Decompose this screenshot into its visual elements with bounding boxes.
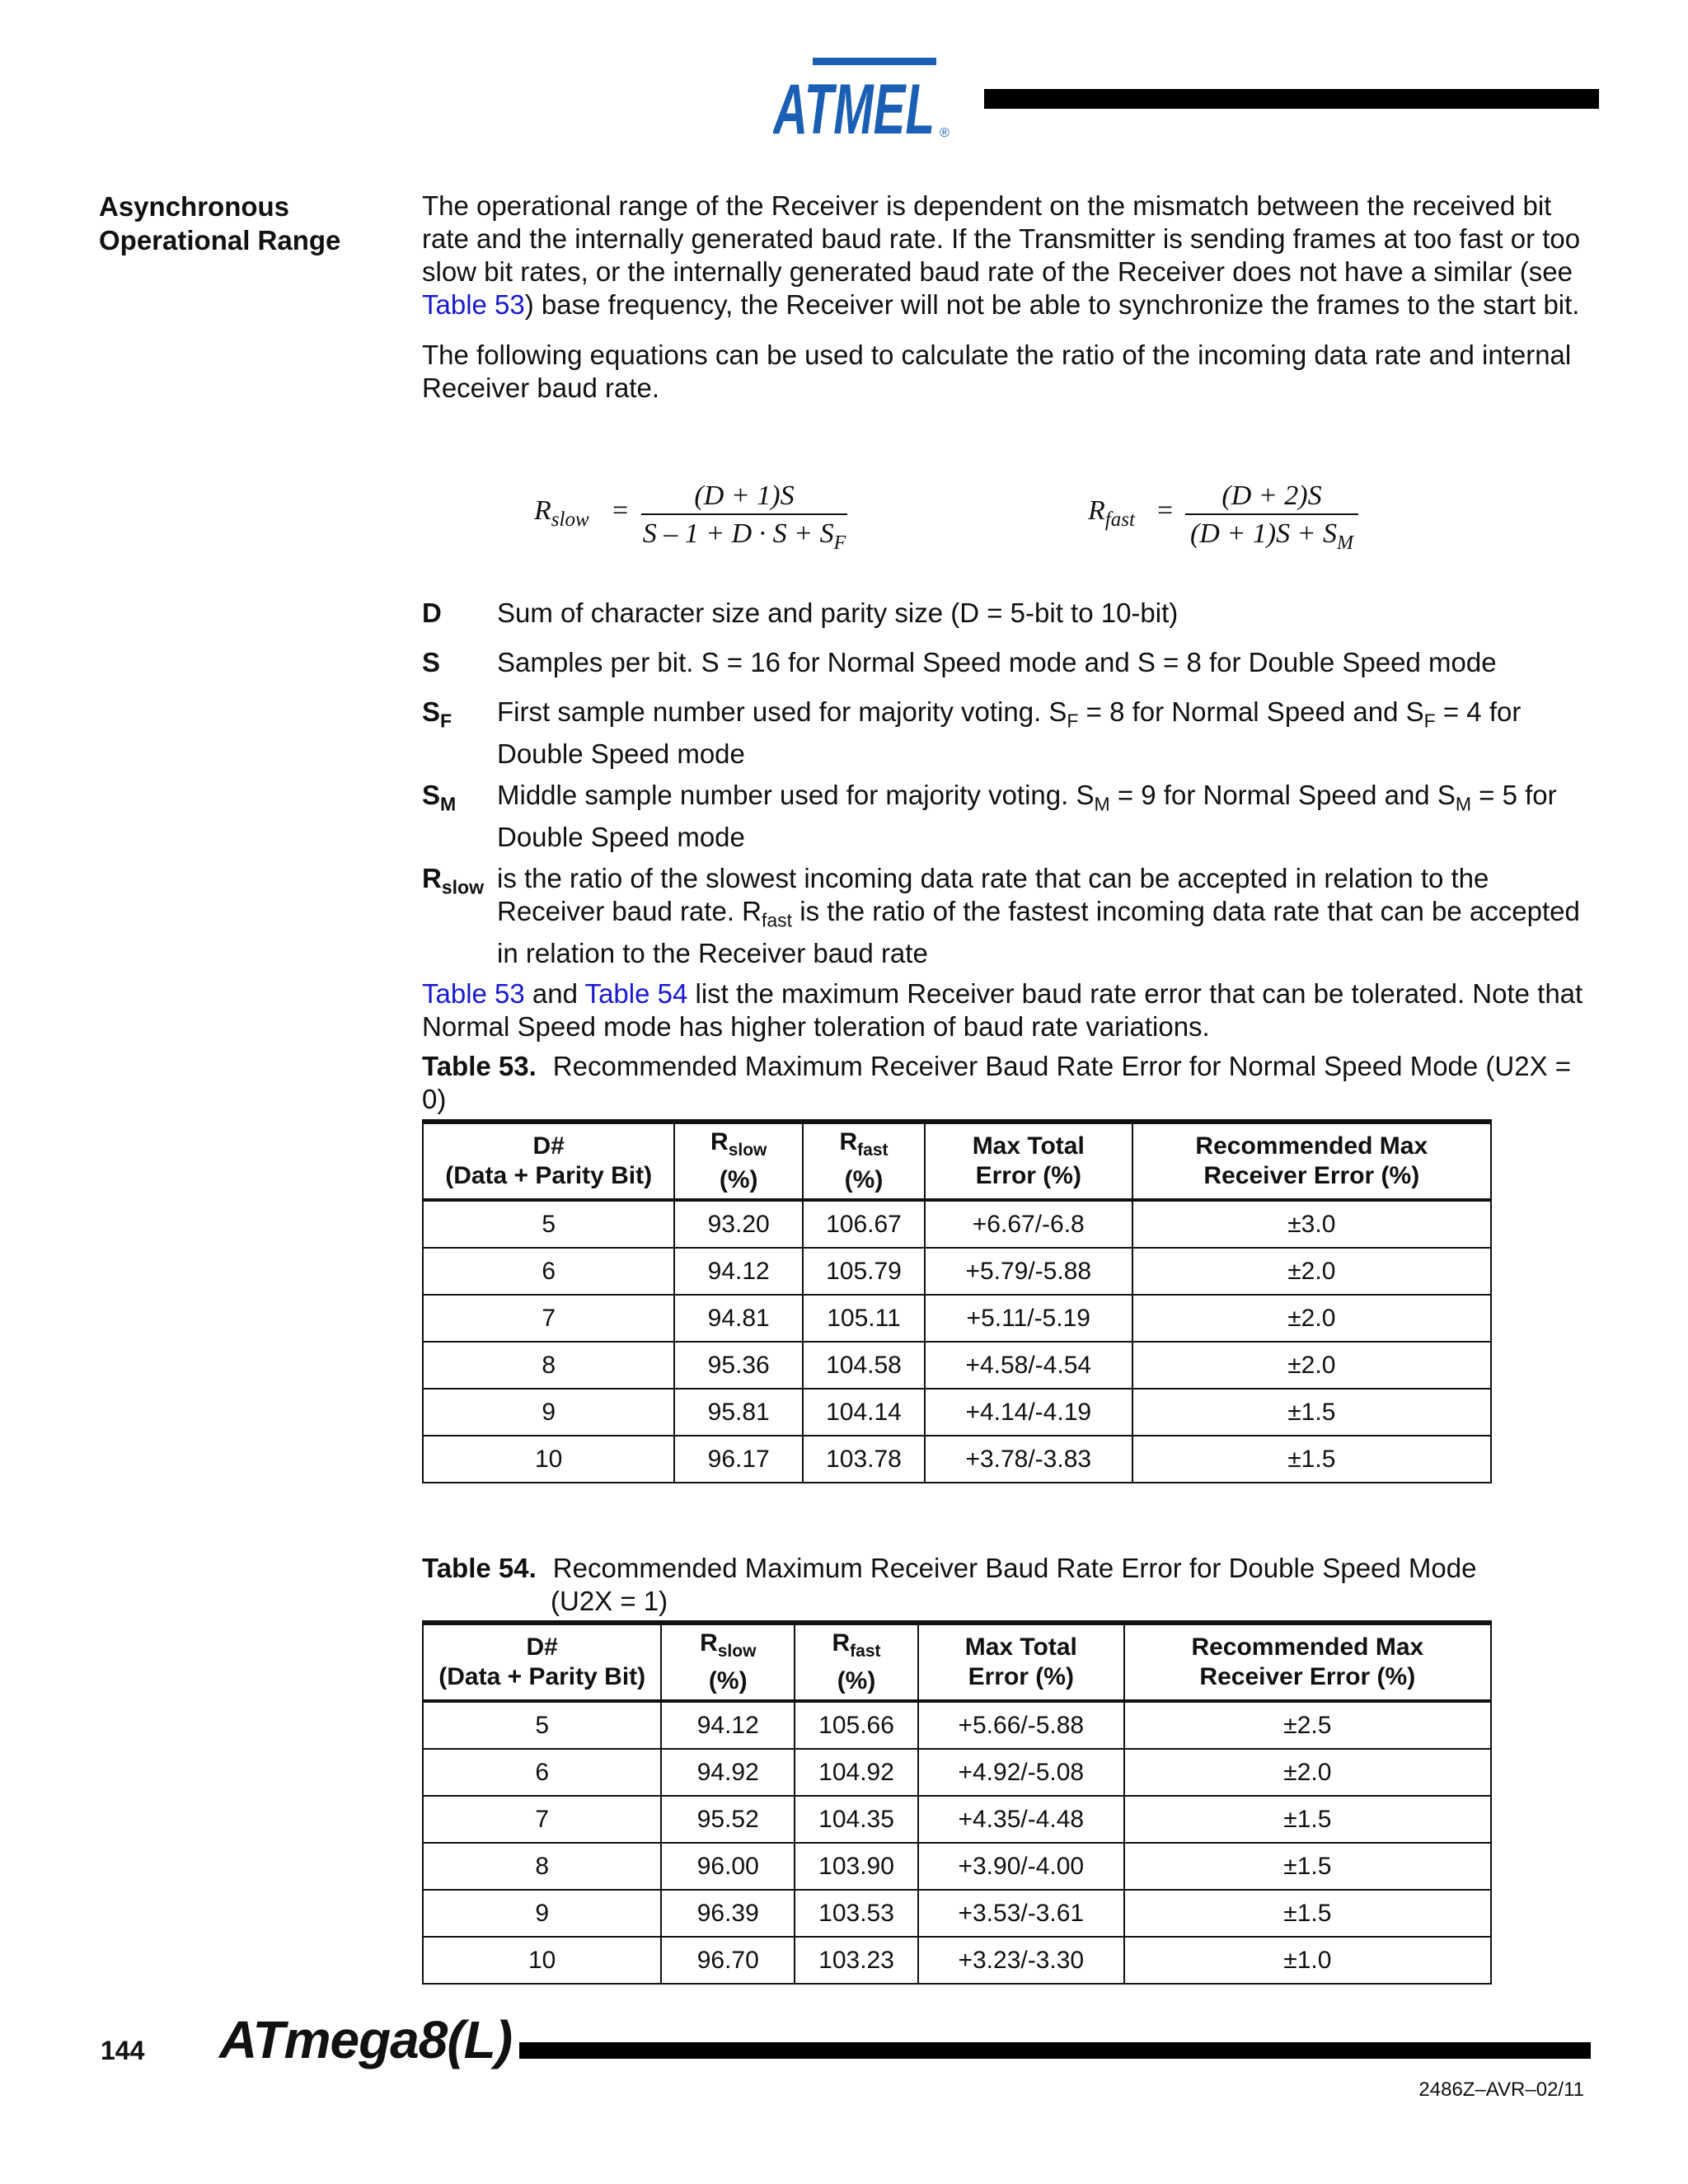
atmel-logo-icon xyxy=(773,58,963,140)
table-cell: 103.53 xyxy=(795,1890,918,1937)
table-row xyxy=(423,1389,1491,1436)
table-row xyxy=(423,1937,1491,1984)
table-cell: 106.67 xyxy=(803,1200,925,1248)
page-number: 144 xyxy=(101,2036,145,2065)
document-code: 2486Z–AVR–02/11 xyxy=(1418,2079,1584,2101)
rfast-numerator: (D + 2)S xyxy=(1185,480,1358,515)
table-cell: +3.78/-3.83 xyxy=(925,1436,1132,1483)
definition-term: $S_F$ xyxy=(422,696,452,732)
table-cell: +4.14/-4.19 xyxy=(925,1389,1132,1436)
table-cell: ±3.0 xyxy=(1132,1200,1491,1248)
table54-caption-line2: (U2X = 1) xyxy=(551,1586,668,1616)
table-cell: 9 xyxy=(423,1389,674,1436)
col-header-max-total-error: Max Total Error (%) xyxy=(918,1623,1124,1701)
equations-intro: The following equations can be used to calculate the ratio of the incoming data rate and internal Receiver baud rate. xyxy=(422,340,1572,403)
col-header-d: D# (Data + Parity Bit) xyxy=(423,1623,661,1701)
definition-term: S xyxy=(422,647,441,677)
table-cell: +5.66/-5.88 xyxy=(918,1701,1124,1749)
table53 xyxy=(422,1119,1492,1483)
table-cell: ±2.0 xyxy=(1132,1295,1491,1342)
definition-text: Middle sample number used for majority voting. $S_M = 9$ for Normal Speed and $S_M = 5$ for Double Speed mode xyxy=(497,780,1557,852)
table54-link[interactable]: Table 54 xyxy=(584,978,688,1009)
tables-intro: Table 53 and Table 54 list the maximum Receiver baud rate error that can be tolerated. Note that Normal Speed mode has higher toleration of baud rate variations. xyxy=(422,978,1583,1042)
col-header-rfast: $R_{fast}$ (%) xyxy=(803,1122,925,1200)
table-cell: 5 xyxy=(423,1701,661,1749)
table-row xyxy=(423,1436,1491,1483)
table-header-row xyxy=(423,1623,1491,1701)
table-cell: 103.78 xyxy=(803,1436,925,1483)
col-header-rfast: $R_{fast}$ (%) xyxy=(795,1623,918,1701)
table-cell: 103.90 xyxy=(795,1843,918,1890)
table-header-row xyxy=(423,1122,1491,1200)
table53-link[interactable]: Table 53 xyxy=(422,978,525,1009)
table-cell: 96.17 xyxy=(674,1436,803,1483)
table-cell: 96.00 xyxy=(661,1843,795,1890)
table-cell: ±2.0 xyxy=(1124,1749,1491,1796)
registered-mark: ® xyxy=(940,126,950,140)
header-rule xyxy=(984,89,1599,109)
intro-text-a: The operational range of the Receiver is dependent on the mismatch between the received bit rate and the internally generated baud rate. If the Transmitter is sending frames at too fast or too slow bit rates, or the internally generated baud rate of the Receiver does not have a similar (see xyxy=(422,190,1581,287)
table-cell: +3.23/-3.30 xyxy=(918,1937,1124,1984)
definition-term: $R_{slow}$ xyxy=(422,863,484,898)
table-cell: 94.12 xyxy=(661,1701,795,1749)
definition-text: is the ratio of the slowest incoming data rate that can be accepted in relation to the Receiver baud rate. $R_{fast}$ is the ratio of the fastest incoming data rate that can be accepted in relation to the Receiver baud rate xyxy=(497,863,1580,968)
table-cell: +3.53/-3.61 xyxy=(918,1890,1124,1937)
table-cell: 103.23 xyxy=(795,1937,918,1984)
table-cell: ±1.5 xyxy=(1124,1796,1491,1843)
intro-text-b: ) base frequency, the Receiver will not be able to synchronize the frames to the start bit. xyxy=(524,289,1580,320)
table-cell: ±1.0 xyxy=(1124,1937,1491,1984)
table-cell: 105.11 xyxy=(803,1295,925,1342)
rslow-fraction xyxy=(641,480,847,555)
table-cell: 96.70 xyxy=(661,1937,795,1984)
rslow-denominator: $S - 1 + D \cdot S + S_F$ xyxy=(642,518,846,554)
definition-term: $S_M$ xyxy=(422,780,457,815)
table-cell: 7 xyxy=(423,1295,674,1342)
table-cell: ±1.5 xyxy=(1124,1843,1491,1890)
table54-caption xyxy=(422,1552,1592,1618)
table-cell: 94.92 xyxy=(661,1749,795,1796)
table-cell: +5.79/-5.88 xyxy=(925,1248,1132,1295)
col-header-d: D# (Data + Parity Bit) xyxy=(423,1122,674,1200)
table-cell: +5.11/-5.19 xyxy=(925,1295,1132,1342)
rslow-numerator: (D + 1)S xyxy=(641,480,847,515)
section-heading xyxy=(99,190,396,257)
table-cell: 104.92 xyxy=(795,1749,918,1796)
table-cell: 10 xyxy=(423,1436,674,1483)
table-cell: 7 xyxy=(423,1796,661,1843)
table-cell: 6 xyxy=(423,1749,661,1796)
table-cell: 94.12 xyxy=(674,1248,803,1295)
table-cell: 95.52 xyxy=(661,1796,795,1843)
document-title: ATmega8(L) xyxy=(219,2010,513,2069)
rfast-fraction xyxy=(1185,480,1358,555)
table-cell: 94.81 xyxy=(674,1295,803,1342)
definition-text: Samples per bit. S = 16 for Normal Speed mode and S = 8 for Double Speed mode xyxy=(497,647,1497,677)
table-cell: +4.58/-4.54 xyxy=(925,1342,1132,1389)
table-row xyxy=(423,1248,1491,1295)
table53-caption xyxy=(422,1050,1592,1116)
col-header-rslow: $R_{slow}$ (%) xyxy=(661,1623,795,1701)
table-row xyxy=(423,1890,1491,1937)
table-row xyxy=(423,1701,1491,1749)
rfast-denominator: $(D + 1)S + S_M$ xyxy=(1189,518,1354,554)
table-cell: 95.36 xyxy=(674,1342,803,1389)
table-cell: 104.14 xyxy=(803,1389,925,1436)
col-header-recommended-max: Recommended Max Receiver Error (%) xyxy=(1132,1122,1491,1200)
table-row xyxy=(423,1843,1491,1890)
section-heading-line2: Operational Range xyxy=(99,225,341,255)
table-cell: 96.39 xyxy=(661,1890,795,1937)
table-row xyxy=(423,1200,1491,1248)
col-header-max-total-error: Max Total Error (%) xyxy=(925,1122,1132,1200)
rfast-equation xyxy=(1088,480,1418,555)
table-cell: ±1.5 xyxy=(1132,1436,1491,1483)
rslow-equals: = xyxy=(612,495,629,526)
table54-caption-text: Recommended Maximum Receiver Baud Rate Error for Double Speed Mode xyxy=(552,1553,1477,1583)
rfast-label: $R_{fast}$ xyxy=(1088,495,1135,531)
table53-caption-label: Table 53. xyxy=(422,1051,537,1081)
table53-link[interactable]: Table 53 xyxy=(422,289,525,320)
table-cell: ±2.0 xyxy=(1132,1248,1491,1295)
logo-text: ATMEL xyxy=(773,70,935,140)
table54-caption-label: Table 54. xyxy=(422,1553,537,1583)
col-header-rslow: $R_{slow}$ (%) xyxy=(674,1122,803,1200)
definition-text: Sum of character size and parity size (D = 5-bit to 10-bit) xyxy=(497,598,1179,628)
table-cell: 9 xyxy=(423,1890,661,1937)
footer-rule xyxy=(519,2042,1591,2059)
table-cell: ±1.5 xyxy=(1124,1890,1491,1937)
table-cell: +3.90/-4.00 xyxy=(918,1843,1124,1890)
table-cell: 8 xyxy=(423,1843,661,1890)
table-cell: +4.35/-4.48 xyxy=(918,1796,1124,1843)
table-cell: 8 xyxy=(423,1342,674,1389)
table-cell: 105.79 xyxy=(803,1248,925,1295)
table-cell: ±2.0 xyxy=(1132,1342,1491,1389)
atmel-logo xyxy=(773,58,963,140)
table-row xyxy=(423,1295,1491,1342)
table-cell: 104.58 xyxy=(803,1342,925,1389)
table-row xyxy=(423,1796,1491,1843)
table-cell: ±2.5 xyxy=(1124,1701,1491,1749)
table-cell: 5 xyxy=(423,1200,674,1248)
table-cell: 6 xyxy=(423,1248,674,1295)
section-heading-line1: Asynchronous xyxy=(99,191,290,222)
table-row xyxy=(423,1749,1491,1796)
table-cell: ±1.5 xyxy=(1132,1389,1491,1436)
table-cell: 93.20 xyxy=(674,1200,803,1248)
table53-caption-text: Recommended Maximum Receiver Baud Rate Error for Normal Speed Mode (U2X = 0) xyxy=(422,1051,1572,1114)
table-cell: 95.81 xyxy=(674,1389,803,1436)
table-cell: 10 xyxy=(423,1937,661,1984)
table-row xyxy=(423,1342,1491,1389)
table-cell: +6.67/-6.8 xyxy=(925,1200,1132,1248)
rfast-equals: = xyxy=(1157,495,1174,526)
col-header-recommended-max: Recommended Max Receiver Error (%) xyxy=(1124,1623,1491,1701)
intro-paragraph xyxy=(422,190,1592,321)
definition-term: D xyxy=(422,598,442,628)
definition-text: First sample number used for majority voting. $S_F = 8$ for Normal Speed and $S_F = 4$ for Double Speed mode xyxy=(497,696,1522,769)
table-cell: 105.66 xyxy=(795,1701,918,1749)
table54 xyxy=(422,1620,1492,1985)
table-cell: +4.92/-5.08 xyxy=(918,1749,1124,1796)
rslow-equation xyxy=(534,480,864,555)
rslow-label: $R_{slow}$ xyxy=(534,495,589,531)
table-cell: 104.35 xyxy=(795,1796,918,1843)
